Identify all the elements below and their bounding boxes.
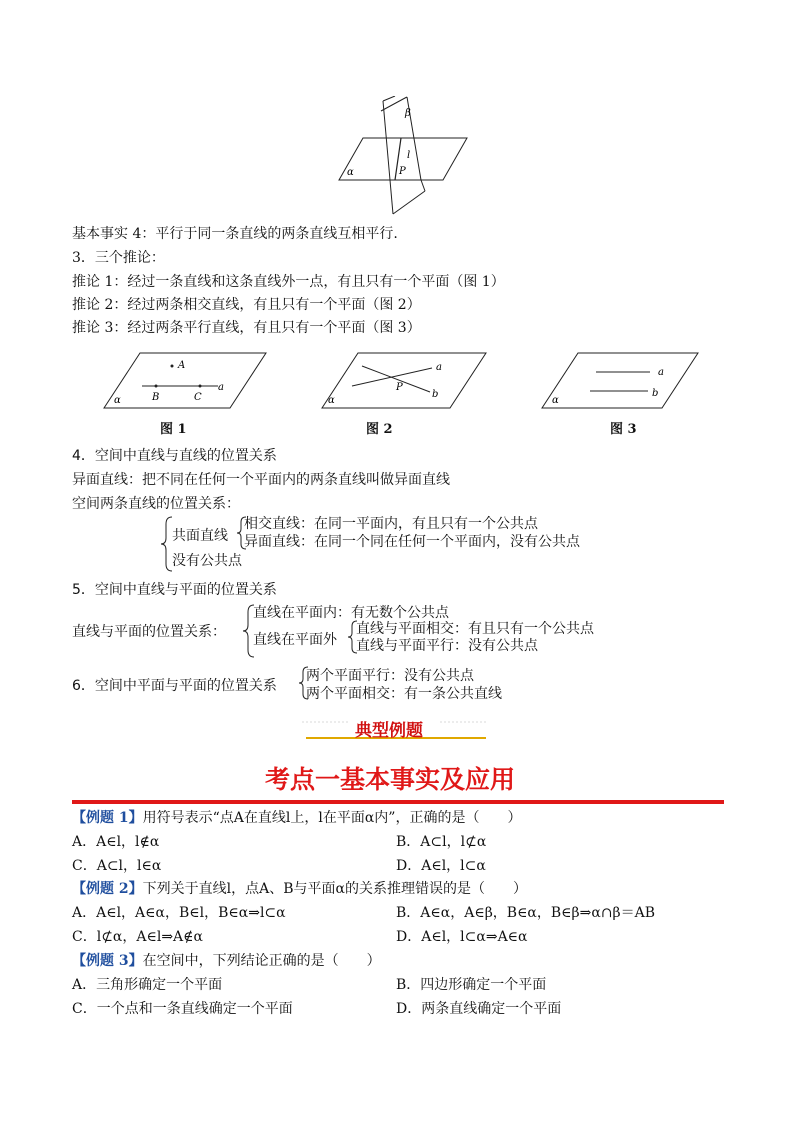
figure-2-caption: 图 2 <box>366 422 393 437</box>
p-label: P <box>399 166 406 177</box>
point-c-label: C <box>194 392 202 403</box>
line-intersects-plane-text: 直线与平面相交：有且只有一个公共点 <box>356 621 594 637</box>
example-3-option-d[interactable]: D．两条直线确定一个平面 <box>396 1001 562 1017</box>
example-3-option-a[interactable]: A．三角形确定一个平面 <box>72 977 223 993</box>
corollary-2: 推论 2：经过两条相交直线，有且只有一个平面（图 2） <box>72 297 421 313</box>
example-3-question: 在空间中，下列结论正确的是（ ） <box>142 953 381 969</box>
alpha-label: α <box>114 395 121 406</box>
line-a-label: a <box>218 382 224 393</box>
figure-1-caption: 图 1 <box>160 422 187 437</box>
example-2-option-a[interactable]: A．A∈l，A∈α，B∈l，B∈α⇒l⊂α <box>72 905 286 921</box>
point-a-label: A <box>178 360 186 371</box>
corollary-3: 推论 3：经过两条平行直线，有且只有一个平面（图 3） <box>72 320 421 336</box>
line-b-label: b <box>652 388 659 399</box>
topic-underline <box>72 800 724 804</box>
example-1 <box>72 808 521 828</box>
example-2-option-d[interactable]: D．A∈l，l⊂α⇒A∈α <box>396 929 528 945</box>
example-2-option-c[interactable]: C．l⊄α，A∈l⇒A∉α <box>72 929 203 945</box>
line-parallel-plane-text: 直线与平面平行：没有公共点 <box>356 638 538 654</box>
planes-parallel-text: 两个平面平行：没有公共点 <box>306 668 474 684</box>
skew-lines-definition: 异面直线：把不同在任何一个平面内的两条直线叫做异面直线 <box>72 472 450 488</box>
intersecting-lines-text: 相交直线：在同一平面内，有且只有一个公共点 <box>244 516 538 532</box>
alpha-label: α <box>328 395 335 406</box>
no-common-point-text: 没有公共点 <box>172 553 242 569</box>
example-1-option-a[interactable]: A．A∈l，l∉α <box>72 834 160 850</box>
parallel-lines-text: 异面直线：在同一个同在任何一个平面内，没有公共点 <box>244 534 580 550</box>
intersecting-planes-figure <box>335 96 470 216</box>
figure-3 <box>540 350 702 412</box>
alpha-label: α <box>347 167 354 178</box>
fact4-text: 基本事实 4：平行于同一条直线的两条直线互相平行. <box>72 226 398 242</box>
l-label: l <box>407 150 411 161</box>
topic-heading: 考点一基本事实及应用 <box>265 765 516 794</box>
three-corollaries-heading: 3．三个推论： <box>72 250 165 266</box>
planes-intersect-text: 两个平面相交：有一条公共直线 <box>306 686 502 702</box>
example-2-option-b[interactable]: B．A∈α，A∈β，B∈α，B∈β⇒α∩β＝AB <box>396 905 656 921</box>
example-1-tag: 【例题 1】 <box>72 810 143 826</box>
figure-3-caption: 图 3 <box>610 422 637 437</box>
line-a-label: a <box>436 362 442 373</box>
line-a-label: a <box>658 367 664 378</box>
line-outside-plane-label: 直线在平面外 <box>253 632 337 648</box>
section-5-heading: 5．空间中直线与平面的位置关系 <box>72 582 277 598</box>
example-3-tag: 【例题 3】 <box>72 953 143 969</box>
line-b-label: b <box>432 389 439 400</box>
corollary-1: 推论 1：经过一条直线和这条直线外一点，有且只有一个平面（图 1） <box>72 274 505 290</box>
example-1-question: 用符号表示“点A在直线l上，l在平面α内”，正确的是（ ） <box>142 810 522 826</box>
section-6-heading: 6．空间中平面与平面的位置关系 <box>72 678 277 694</box>
section-4-heading: 4．空间中直线与直线的位置关系 <box>72 448 277 464</box>
example-1-option-c[interactable]: C．A⊂l，l∈α <box>72 858 162 874</box>
figure-2 <box>318 350 490 412</box>
example-2-tag: 【例题 2】 <box>72 881 143 897</box>
point-p-label: P <box>396 382 403 393</box>
typical-examples-title: 典型例题 <box>355 721 423 741</box>
example-2 <box>72 879 527 899</box>
line-plane-relations-label: 直线与平面的位置关系： <box>72 624 226 640</box>
line-relations-title: 空间两条直线的位置关系： <box>72 496 240 512</box>
example-1-option-d[interactable]: D．A∈l，l⊂α <box>396 858 486 874</box>
example-2-question: 下列关于直线l，点A、B与平面α的关系推理错误的是（ ） <box>142 881 527 897</box>
line-in-plane-text: 直线在平面内：有无数个公共点 <box>253 605 449 621</box>
coplanar-lines-label: 共面直线 <box>172 528 228 544</box>
example-3-option-c[interactable]: C．一个点和一条直线确定一个平面 <box>72 1001 293 1017</box>
beta-label: β <box>405 108 411 119</box>
example-3 <box>72 951 381 971</box>
example-3-option-b[interactable]: B．四边形确定一个平面 <box>396 977 547 993</box>
alpha-label: α <box>552 395 559 406</box>
example-1-option-b[interactable]: B．A⊂l，l⊄α <box>396 834 487 850</box>
figure-1 <box>100 350 270 412</box>
point-b-label: B <box>152 392 160 403</box>
